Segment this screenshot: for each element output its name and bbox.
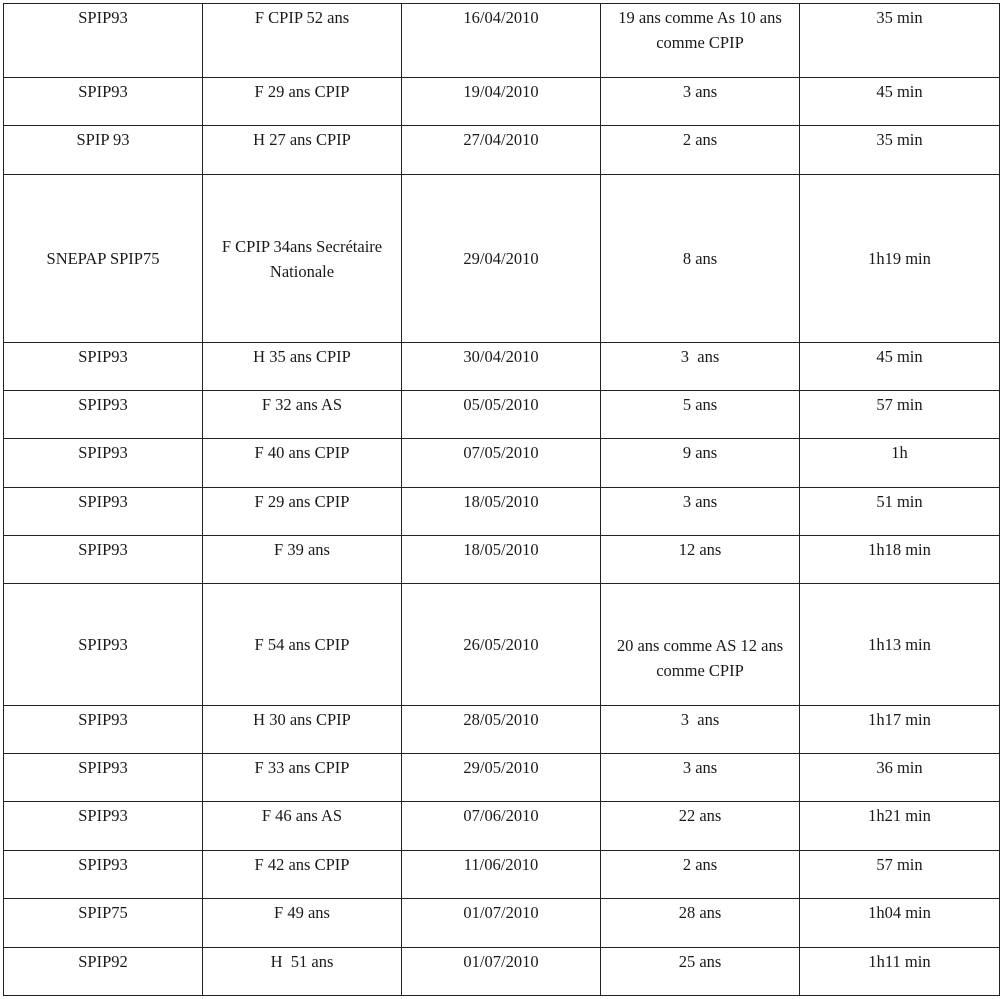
- service-cell: SNEPAP SPIP75: [4, 175, 203, 343]
- service-cell: SPIP93: [4, 4, 203, 78]
- duration-cell: 1h04 min: [800, 899, 1000, 948]
- table-row: [4, 175, 1000, 343]
- profile-cell: F 46 ans AS: [203, 802, 402, 851]
- profile-cell: F 49 ans: [203, 899, 402, 948]
- service-cell: SPIP 93: [4, 126, 203, 175]
- profile-cell: H 27 ans CPIP: [203, 126, 402, 175]
- table-row: [4, 706, 1000, 754]
- experience-cell: 12 ans: [601, 536, 800, 584]
- service-cell: SPIP93: [4, 536, 203, 584]
- date-cell: 28/05/2010: [402, 706, 601, 754]
- table-row: [4, 488, 1000, 536]
- duration-cell: 1h18 min: [800, 536, 1000, 584]
- date-cell: 07/06/2010: [402, 802, 601, 851]
- date-cell: 18/05/2010: [402, 536, 601, 584]
- table-row: [4, 4, 1000, 78]
- profile-cell: F 33 ans CPIP: [203, 754, 402, 802]
- duration-cell: 57 min: [800, 391, 1000, 439]
- experience-cell: 2 ans: [601, 851, 800, 899]
- experience-cell: 19 ans comme As 10 ans comme CPIP: [601, 4, 800, 78]
- service-cell: SPIP93: [4, 391, 203, 439]
- experience-cell: 28 ans: [601, 899, 800, 948]
- experience-cell: 22 ans: [601, 802, 800, 851]
- table-row: [4, 851, 1000, 899]
- experience-cell: 5 ans: [601, 391, 800, 439]
- date-cell: 07/05/2010: [402, 439, 601, 488]
- service-cell: SPIP93: [4, 343, 203, 391]
- date-cell: 29/04/2010: [402, 175, 601, 343]
- duration-cell: 1h: [800, 439, 1000, 488]
- profile-cell: F 29 ans CPIP: [203, 78, 402, 126]
- service-cell: SPIP93: [4, 78, 203, 126]
- service-cell: SPIP92: [4, 948, 203, 996]
- experience-cell: 3 ans: [601, 706, 800, 754]
- duration-cell: 51 min: [800, 488, 1000, 536]
- profile-cell: H 51 ans: [203, 948, 402, 996]
- service-cell: SPIP93: [4, 584, 203, 706]
- experience-cell: 3 ans: [601, 488, 800, 536]
- profile-cell: F 32 ans AS: [203, 391, 402, 439]
- duration-cell: 57 min: [800, 851, 1000, 899]
- table-row: [4, 948, 1000, 996]
- date-cell: 05/05/2010: [402, 391, 601, 439]
- interview-table-body: [4, 4, 1000, 996]
- table-row: [4, 802, 1000, 851]
- date-cell: 11/06/2010: [402, 851, 601, 899]
- date-cell: 26/05/2010: [402, 584, 601, 706]
- experience-cell: 25 ans: [601, 948, 800, 996]
- profile-cell: H 30 ans CPIP: [203, 706, 402, 754]
- experience-cell: 20 ans comme AS 12 ans comme CPIP: [601, 584, 800, 706]
- duration-cell: 1h17 min: [800, 706, 1000, 754]
- service-cell: SPIP93: [4, 706, 203, 754]
- service-cell: SPIP93: [4, 802, 203, 851]
- service-cell: SPIP93: [4, 439, 203, 488]
- date-cell: 18/05/2010: [402, 488, 601, 536]
- date-cell: 29/05/2010: [402, 754, 601, 802]
- table-row: [4, 78, 1000, 126]
- table-row: [4, 343, 1000, 391]
- profile-cell: F CPIP 52 ans: [203, 4, 402, 78]
- duration-cell: 1h13 min: [800, 584, 1000, 706]
- date-cell: 30/04/2010: [402, 343, 601, 391]
- profile-cell: F 42 ans CPIP: [203, 851, 402, 899]
- table-row: [4, 584, 1000, 706]
- experience-cell: 3 ans: [601, 343, 800, 391]
- profile-cell: F 40 ans CPIP: [203, 439, 402, 488]
- date-cell: 01/07/2010: [402, 948, 601, 996]
- table-row: [4, 536, 1000, 584]
- duration-cell: 45 min: [800, 343, 1000, 391]
- service-cell: SPIP93: [4, 754, 203, 802]
- experience-cell: 8 ans: [601, 175, 800, 343]
- experience-cell: 3 ans: [601, 754, 800, 802]
- profile-cell: F CPIP 34ans Secrétaire Nationale: [203, 175, 402, 343]
- service-cell: SPIP93: [4, 851, 203, 899]
- table-row: [4, 899, 1000, 948]
- duration-cell: 1h11 min: [800, 948, 1000, 996]
- profile-cell: H 35 ans CPIP: [203, 343, 402, 391]
- duration-cell: 1h21 min: [800, 802, 1000, 851]
- duration-cell: 35 min: [800, 4, 1000, 78]
- experience-cell: 9 ans: [601, 439, 800, 488]
- duration-cell: 1h19 min: [800, 175, 1000, 343]
- service-cell: SPIP93: [4, 488, 203, 536]
- table-row: [4, 126, 1000, 175]
- profile-cell: F 39 ans: [203, 536, 402, 584]
- profile-cell: F 29 ans CPIP: [203, 488, 402, 536]
- date-cell: 19/04/2010: [402, 78, 601, 126]
- table-row: [4, 754, 1000, 802]
- interview-table: [3, 3, 1000, 996]
- profile-cell: F 54 ans CPIP: [203, 584, 402, 706]
- duration-cell: 45 min: [800, 78, 1000, 126]
- service-cell: SPIP75: [4, 899, 203, 948]
- date-cell: 27/04/2010: [402, 126, 601, 175]
- date-cell: 01/07/2010: [402, 899, 601, 948]
- experience-cell: 3 ans: [601, 78, 800, 126]
- date-cell: 16/04/2010: [402, 4, 601, 78]
- table-row: [4, 439, 1000, 488]
- duration-cell: 35 min: [800, 126, 1000, 175]
- duration-cell: 36 min: [800, 754, 1000, 802]
- table-row: [4, 391, 1000, 439]
- experience-cell: 2 ans: [601, 126, 800, 175]
